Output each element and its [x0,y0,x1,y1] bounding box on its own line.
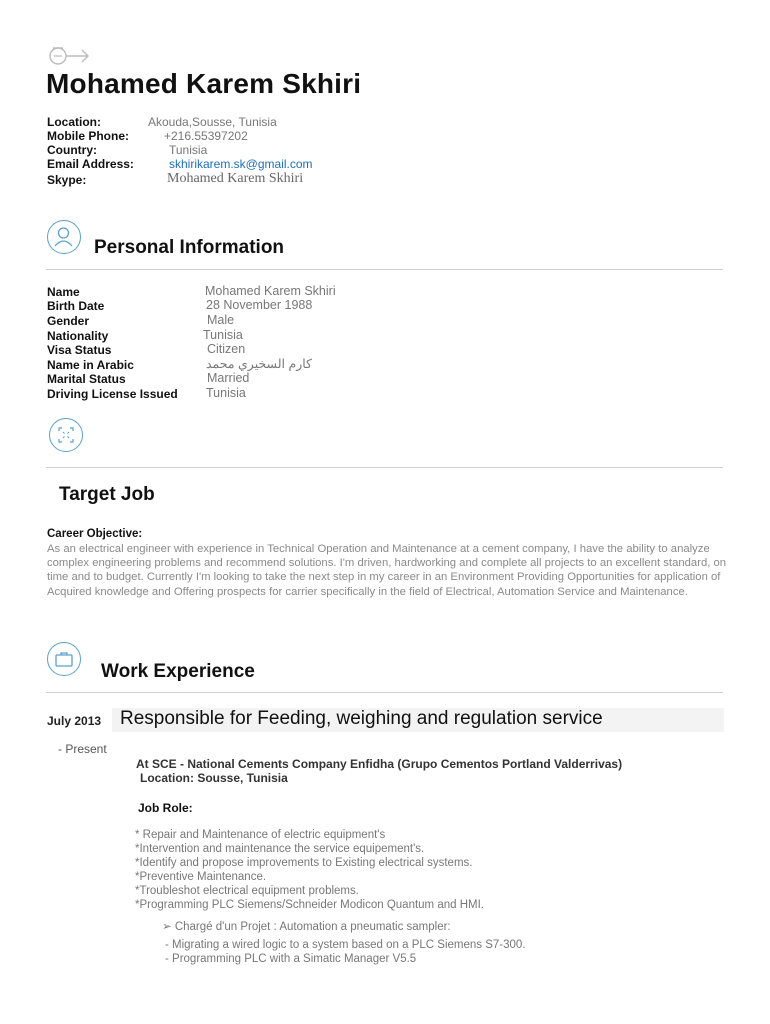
work-experience-divider [46,692,723,693]
responsibility-item: *Identify and propose improvements to Existing electrical systems. [135,857,473,869]
responsibility-item: *Programming PLC Siemens/Schneider Modicon Quantum and HMI. [135,899,484,911]
pi-label-name-arabic: Name in Arabic [47,358,134,372]
pi-label-gender: Gender [47,314,90,328]
skype-value: Mohamed Karem Skhiri [167,171,304,186]
email-label: Email Address: [47,157,134,171]
target-job-divider [46,467,723,468]
personal-info-title: Personal Information [94,237,285,258]
pi-value-name-arabic: كارم السخيري محمد [206,357,312,371]
pi-value-birth-date: 28 November 1988 [206,298,313,312]
pi-label-marital-status: Marital Status [47,372,126,386]
project-item: ➢ Chargé d'un Projet : Automation a pneumatic sampler: [162,921,451,933]
candidate-name: Mohamed Karem Skhiri [46,68,362,99]
pi-value-gender: Male [207,313,235,327]
briefcase-icon [47,642,81,676]
pi-label-driving-license: Driving License Issued [47,387,178,401]
job-title: Responsible for Feeding, weighing and regulation service [120,708,603,729]
pi-label-nationality: Nationality [47,329,109,343]
email-link[interactable]: skhirikarem.sk@gmail.com [169,157,313,171]
responsibility-item: *Troubleshot electrical equipment problems. [135,885,359,897]
skype-label: Skype: [47,173,87,187]
pi-value-name: Mohamed Karem Skhiri [205,284,336,298]
pi-label-visa-status: Visa Status [47,343,112,357]
location-value: Akouda,Sousse, Tunisia [148,115,277,129]
career-objective-text: As an electrical engineer with experience in Technical Operation and Maintenance at a cement company, I have the ability to analyze complex engineering problems and recommend solutions. I'm driven, hardworking and complete all projects to an excellent standard, on time and to budget. Currently I'm looking to take the next step in my career in an Environment Providing Opportunities for application of Acquired knowledge and Offering prospects for carrier specifically in the field of Electrical, Automation Service and Maintenance. [47,543,727,598]
login-arrow-icon [46,44,92,66]
work-experience-title: Work Experience [101,661,255,682]
pi-value-marital-status: Married [207,371,250,385]
phone-value: +216.55397202 [164,129,248,143]
phone-label: Mobile Phone: [47,129,129,143]
target-icon [49,418,83,452]
job-role-label: Job Role: [138,801,193,815]
job-location: Location: Sousse, Tunisia [140,771,288,785]
country-label: Country: [47,143,97,157]
pi-label-birth-date: Birth Date [47,299,105,313]
job-start-date: July 2013 [47,714,102,728]
project-subitem: - Programming PLC with a Simatic Manager V5.5 [165,953,417,965]
responsibility-item: * Repair and Maintenance of electric equipment's [135,829,386,841]
pi-label-name: Name [47,285,80,299]
target-job-title: Target Job [59,484,155,505]
career-objective-label: Career Objective: [47,528,143,540]
responsibility-item: *Intervention and maintenance the service equipement's. [135,843,425,855]
responsibility-item: *Preventive Maintenance. [135,871,267,883]
country-value: Tunisia [169,143,208,157]
project-subitem: - Migrating a wired logic to a system based on a PLC Siemens S7-300. [165,939,526,951]
location-label: Location: [47,115,101,129]
pi-value-nationality: Tunisia [203,328,243,342]
pi-value-visa-status: Citizen [207,342,246,356]
job-company: At SCE - National Cements Company Enfidha (Grupo Cementos Portland Valderrivas) [136,757,623,771]
pi-value-driving-license: Tunisia [206,386,246,400]
user-icon [47,220,81,254]
job-end-date: - Present [58,742,107,756]
personal-info-divider [46,269,723,270]
